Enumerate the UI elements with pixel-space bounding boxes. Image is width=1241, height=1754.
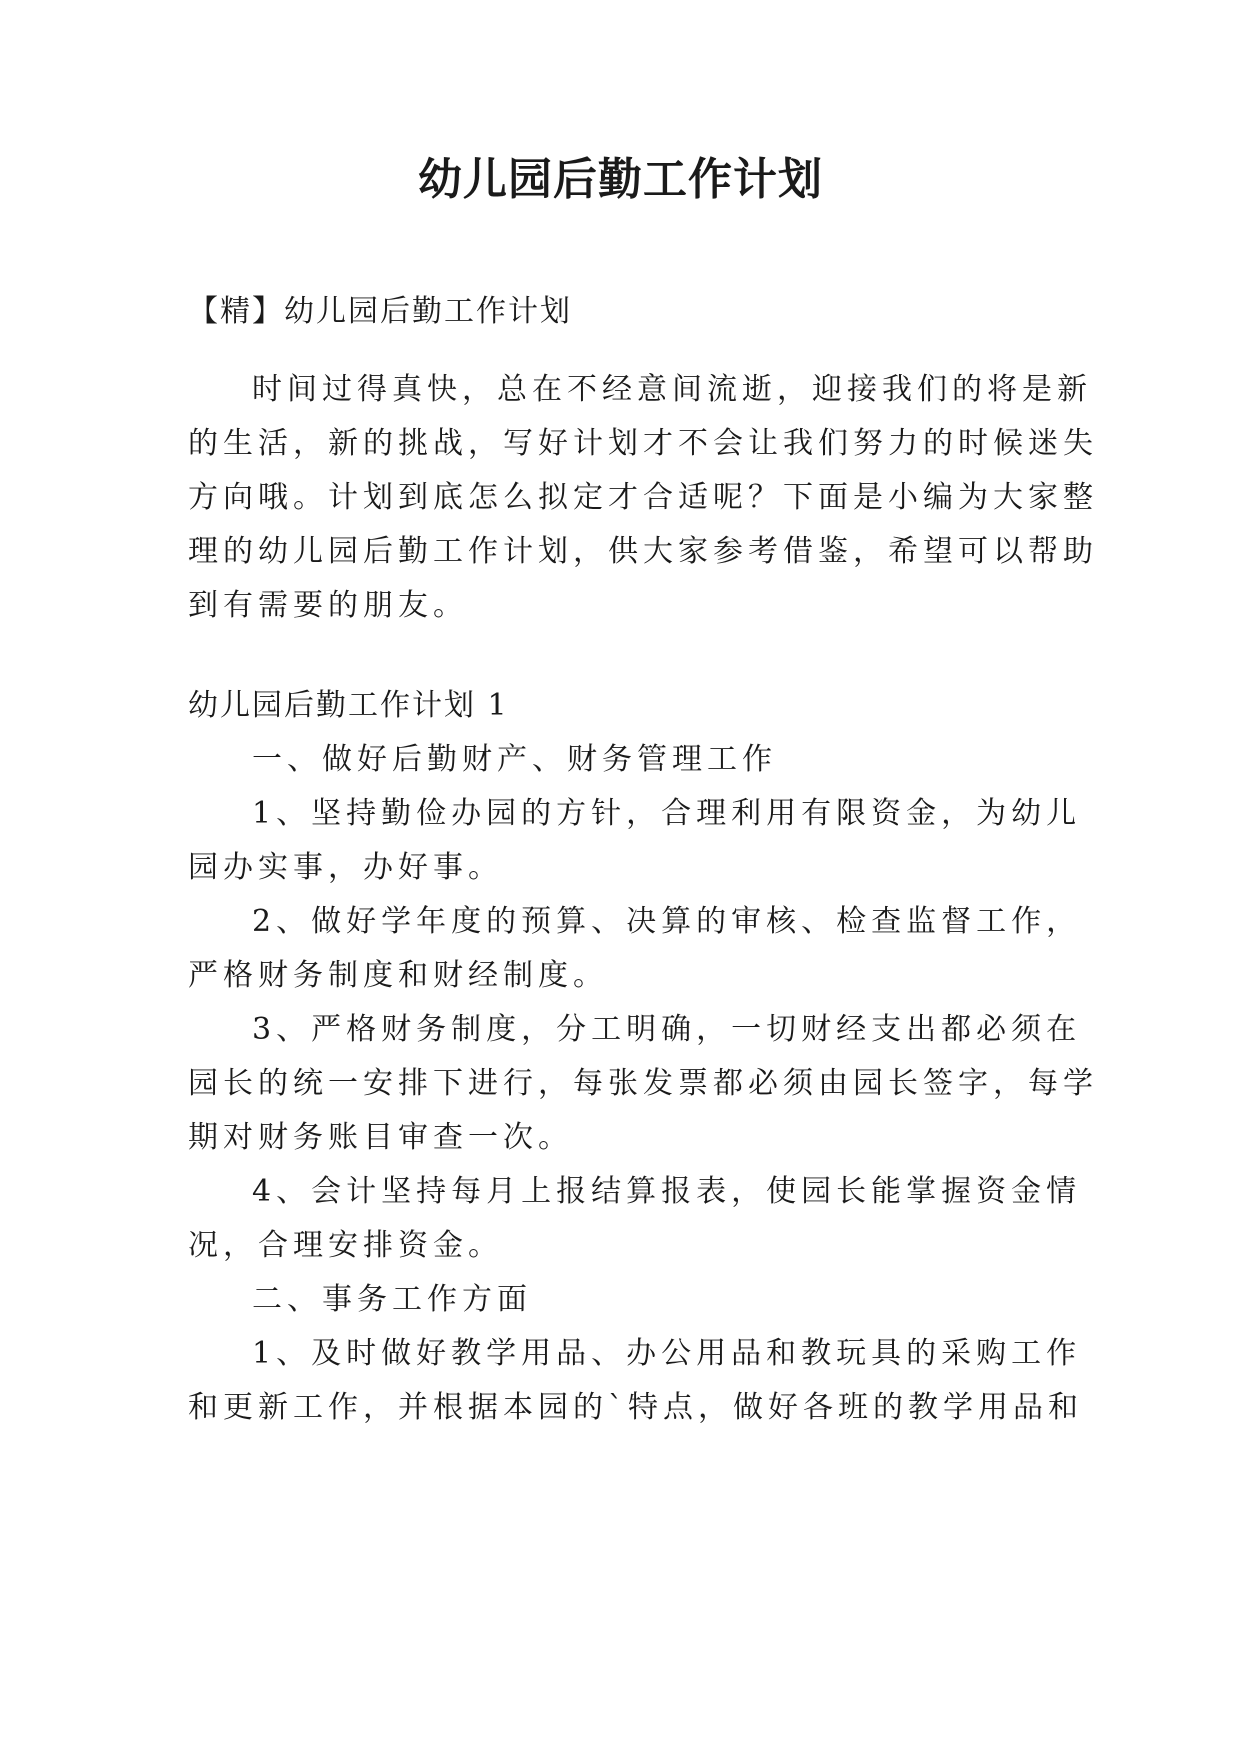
list-item-line: 园长的统一安排下进行，每张发票都必须由园长签字，每学 <box>188 1066 1098 1101</box>
intro-line: 理的幼儿园后勤工作计划，供大家参考借鉴，希望可以帮助 <box>188 534 1098 569</box>
list-item-line: 况，合理安排资金。 <box>188 1228 503 1263</box>
list-item-line: 1、及时做好教学用品、办公用品和教玩具的采购工作 <box>252 1336 1082 1371</box>
document-title: 幼儿园后勤工作计划 <box>418 154 823 205</box>
document-subtitle: 【精】幼儿园后勤工作计划 <box>188 294 572 329</box>
part-heading: 一、做好后勤财产、财务管理工作 <box>252 742 777 777</box>
list-item-line: 园办实事，办好事。 <box>188 850 503 885</box>
list-item-line: 4、会计坚持每月上报结算报表，使园长能掌握资金情 <box>252 1174 1082 1209</box>
list-item-line: 和更新工作，并根据本园的`特点，做好各班的教学用品和 <box>188 1390 1083 1425</box>
intro-line: 到有需要的朋友。 <box>188 588 468 623</box>
list-item-line: 严格财务制度和财经制度。 <box>188 958 608 993</box>
intro-line: 的生活，新的挑战，写好计划才不会让我们努力的时候迷失 <box>188 426 1098 461</box>
list-item-line: 期对财务账目审查一次。 <box>188 1120 573 1155</box>
intro-line: 时间过得真快，总在不经意间流逝，迎接我们的将是新 <box>252 372 1092 407</box>
list-item-line: 1、坚持勤俭办园的方针，合理利用有限资金，为幼儿 <box>252 796 1082 831</box>
list-item-line: 2、做好学年度的预算、决算的审核、检查监督工作， <box>252 904 1082 939</box>
section-heading: 幼儿园后勤工作计划 1 <box>188 688 509 723</box>
part-heading: 二、事务工作方面 <box>252 1282 532 1317</box>
list-item-line: 3、严格财务制度，分工明确，一切财经支出都必须在 <box>252 1012 1082 1047</box>
intro-line: 方向哦。计划到底怎么拟定才合适呢？下面是小编为大家整 <box>188 480 1098 515</box>
